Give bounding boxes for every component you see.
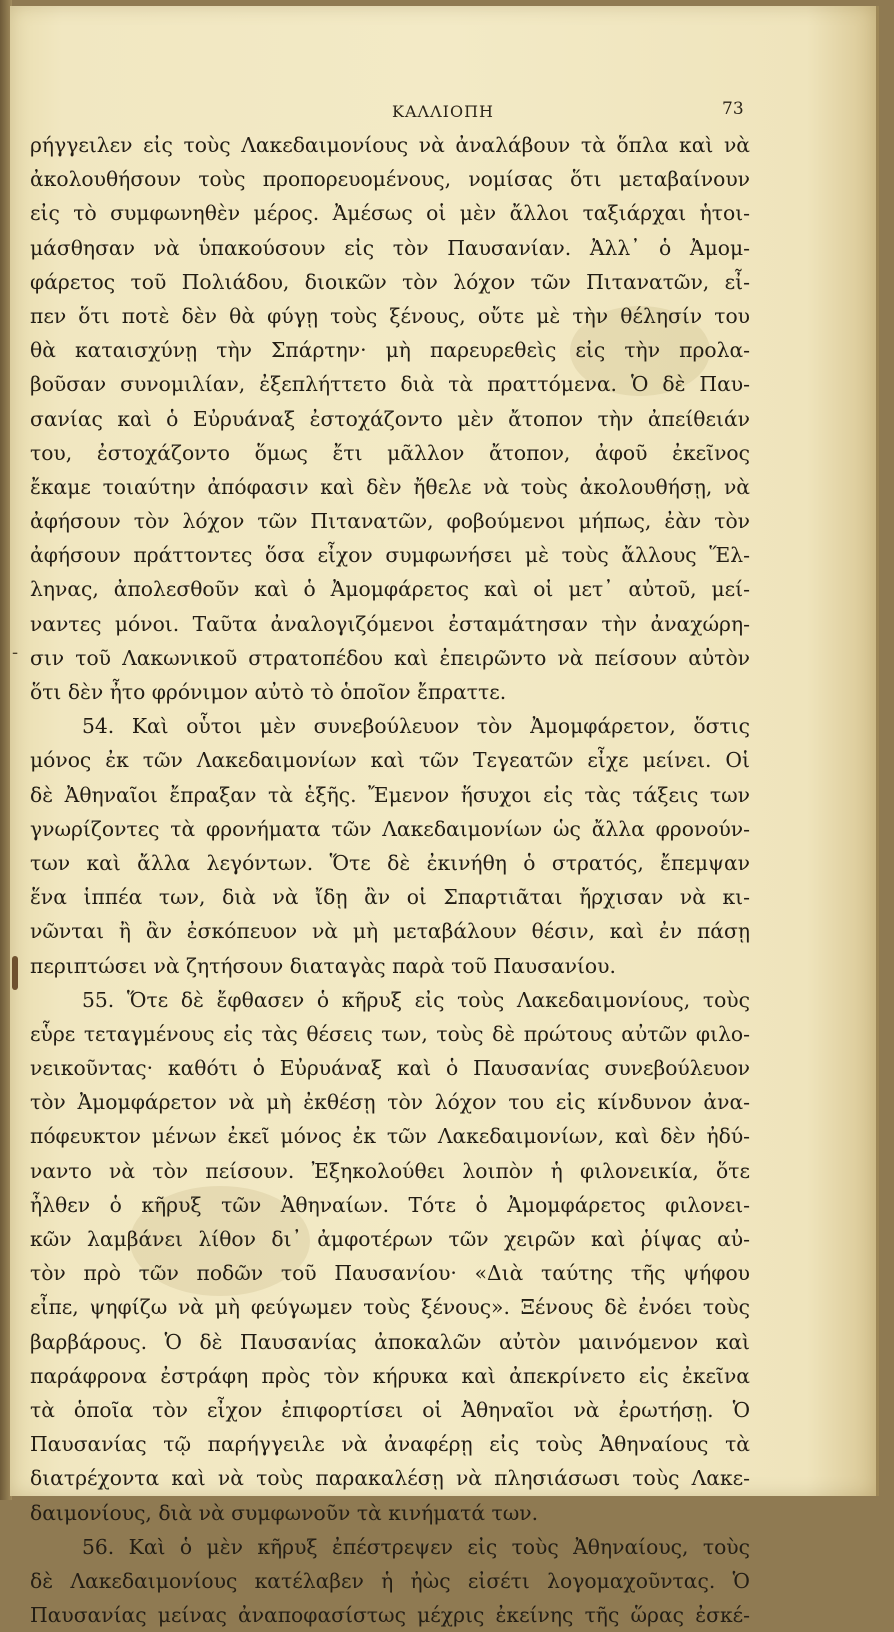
text-line: ἀφήσουν τὸν λόχον τῶν Πιτανατῶν, φοβούμενοι μήπως, ἐὰν τὸν <box>30 509 750 534</box>
text-line: ναντο νὰ τὸν πείσουν. Ἐξηκολούθει λοιπὸν ἡ φιλονεικία, ὅτε <box>30 1158 750 1183</box>
text-line: ἀκολουθήσουν τοὺς προπορευομένους, νομίσας ὅτι μεταβαίνουν <box>30 167 750 192</box>
text-line: βοῦσαν συνομιλίαν, ἐξεπλήττετο διὰ τὰ πραττόμενα. Ὁ δὲ Παυ- <box>30 372 750 397</box>
text-line: ἔκαμε τοιαύτην ἀπόφασιν καὶ δὲν ἤθελε νὰ τοὺς ἀκολουθήσῃ, νὰ <box>30 474 750 499</box>
text-line: θὰ καταισχύνῃ τὴν Σπάρτην· μὴ παρευρεθεὶς εἰς τὴν προλα- <box>30 338 750 363</box>
text-line: τὸν Ἀμομφάρετον νὰ μὴ ἐκθέσῃ τὸν λόχον του εἰς κίνδυνον ἀνα- <box>30 1090 750 1115</box>
text-line: των καὶ ἄλλα λεγόντων. Ὅτε δὲ ἐκινήθη ὁ στρατός, ἔπεμψαν <box>30 850 750 875</box>
text-line: ἀφήσουν πράττοντες ὅσα εἶχον συμφωνήσει μὲ τοὺς ἄλλους Ἕλ- <box>30 543 750 568</box>
running-head: ΚΑΛΛΙΟΠΗ <box>392 102 494 121</box>
page-number: 73 <box>722 99 744 119</box>
text-line: 56. Καὶ ὁ μὲν κῆρυξ ἐπέστρεψεν εἰς τοὺς Ἀθηναίους, τοὺς <box>82 1534 750 1559</box>
text-line: ληνας, ἀπολεσθοῦν καὶ ὁ Ἀμομφάρετος καὶ οἱ μετ᾽ αὐτοῦ, μεί- <box>30 577 750 602</box>
text-line: 55. Ὅτε δὲ ἔφθασεν ὁ κῆρυξ εἰς τοὺς Λακεδαιμονίους, τοὺς <box>82 987 750 1012</box>
text-line: μάσθησαν νὰ ὑπακούσουν εἰς τὸν Παυσανίαν. Ἀλλ᾽ ὁ Ἀμομ- <box>30 235 750 260</box>
text-line: δὲ Ἀθηναῖοι ἔπραξαν τὰ ἑξῆς. Ἔμενον ἥσυχοι εἰς τὰς τάξεις των <box>30 782 750 807</box>
text-line: του, ἐστοχάζοντο ὅμως ἔτι μᾶλλον ἄτοπον, ἀφοῦ ἐκεῖνος <box>30 440 750 465</box>
text-line: εἰς τὸ συμφωνηθὲν μέρος. Ἀμέσως οἱ μὲν ἄλλοι ταξιάρχαι ἡτοι- <box>30 201 750 226</box>
text-line: κῶν λαμβάνει λίθον δι᾽ ἀμφοτέρων τῶν χειρῶν καὶ ῥίψας αὐ- <box>30 1227 750 1251</box>
text-line: γνωρίζοντες τὰ φρονήματα τῶν Λακεδαιμονίων ὡς ἄλλα φρονούν- <box>30 816 750 841</box>
text-line: φάρετος τοῦ Πολιάδου, διοικῶν τὸν λόχον τῶν Πιτανατῶν, εἶ- <box>30 269 750 294</box>
text-line: παράφρονα ἐστράφη πρὸς τὸν κήρυκα καὶ ἀπεκρίνετο εἰς ἐκεῖνα <box>30 1363 750 1388</box>
text-line: ὅτι δὲν ἦτο φρόνιμον αὐτὸ τὸ ὁποῖον ἔπραττε. <box>30 680 507 704</box>
text-line: σανίας καὶ ὁ Εὐρυάναξ ἐστοχάζοντο μὲν ἄτοπον τὴν ἀπείθειάν <box>30 406 750 431</box>
text-line: μόνος ἐκ τῶν Λακεδαιμονίων καὶ τῶν Τεγεατῶν εἶχε μείνει. Οἱ <box>30 748 750 773</box>
book-page <box>10 6 879 1628</box>
text-line: ρήγγειλεν εἰς τοὺς Λακεδαιμονίους νὰ ἀναλάβουν τὰ ὅπλα καὶ νὰ <box>30 133 750 157</box>
text-line: ἦλθεν ὁ κῆρυξ τῶν Ἀθηναίων. Τότε ὁ Ἀμομφάρετος φιλονει- <box>30 1192 750 1217</box>
text-line: πόφευκτον μένων ἐκεῖ μόνος ἐκ τῶν Λακεδαιμονίων, καὶ δὲν ἠδύ- <box>30 1124 750 1149</box>
text-line: νῶνται ἢ ἂν ἐσκόπευον νὰ μὴ μεταβάλουν θέσιν, καὶ ἐν πάσῃ <box>30 919 750 944</box>
text-line: Παυσανίας μείνας ἀναποφασίστως μέχρις ἐκείνης τῆς ὥρας ἐσκέ- <box>30 1603 750 1628</box>
text-line: νεικοῦντας· καθότι ὁ Εὐρυάναξ καὶ ὁ Παυσανίας συνεβούλευον <box>30 1056 750 1081</box>
body-text <box>30 128 750 1632</box>
margin-dash-mark: - <box>12 642 19 663</box>
text-line: ἕνα ἱππέα των, διὰ νὰ ἴδῃ ἂν οἱ Σπαρτιᾶται ἤρχισαν νὰ κι- <box>30 885 750 910</box>
text-line: βαρβάρους. Ὁ δὲ Παυσανίας ἀποκαλῶν αὐτὸν μαινόμενον καὶ <box>30 1329 750 1354</box>
margin-ink-mark <box>12 956 18 990</box>
text-line: περιπτώσει νὰ ζητήσουν διαταγὰς παρὰ τοῦ Παυσανίου. <box>30 953 616 978</box>
text-line: δαιμονίους, διὰ νὰ συμφωνοῦν τὰ κινήματά των. <box>30 1500 539 1525</box>
text-line: δὲ Λακεδαιμονίους κατέλαβεν ἡ ἠὼς εἰσέτι λογομαχοῦντας. Ὁ <box>30 1568 750 1593</box>
text-line: τὸν πρὸ τῶν ποδῶν τοῦ Παυσανίου· «Διὰ ταύτης τῆς ψήφου <box>30 1261 750 1286</box>
text-line: ναντες μόνοι. Ταῦτα ἀναλογιζόμενοι ἐσταμάτησαν τὴν ἀναχώρη- <box>30 611 750 636</box>
text-line: πεν ὅτι ποτὲ δὲν θὰ φύγῃ τοὺς ξένους, οὔτε μὲ τὴν θέλησίν του <box>30 303 750 328</box>
text-line: Παυσανίας τῷ παρήγγειλε νὰ ἀναφέρῃ εἰς τοὺς Ἀθηναίους τὰ <box>30 1432 750 1457</box>
text-line: σιν τοῦ Λακωνικοῦ στρατοπέδου καὶ ἐπειρῶντο νὰ πείσουν αὐτὸν <box>30 645 750 670</box>
text-line: διατρέχοντα καὶ νὰ τοὺς παρακαλέσῃ νὰ πλησιάσωσι τοὺς Λακε- <box>30 1466 750 1491</box>
text-line: εἶπε, ψηφίζω νὰ μὴ φεύγωμεν τοὺς ξένους». Ξένους δὲ ἐνόει τοὺς <box>30 1295 750 1320</box>
text-line: 54. Καὶ οὗτοι μὲν συνεβούλευον τὸν Ἀμομφάρετον, ὅστις <box>82 714 750 739</box>
text-line: τὰ ὁποῖα τὸν εἶχον ἐπιφορτίσει οἱ Ἀθηναῖοι νὰ ἐρωτήσῃ. Ὁ <box>30 1397 750 1422</box>
text-line: εὗρε τεταγμένους εἰς τὰς θέσεις των, τοὺς δὲ πρώτους αὐτῶν φιλο- <box>30 1021 750 1046</box>
